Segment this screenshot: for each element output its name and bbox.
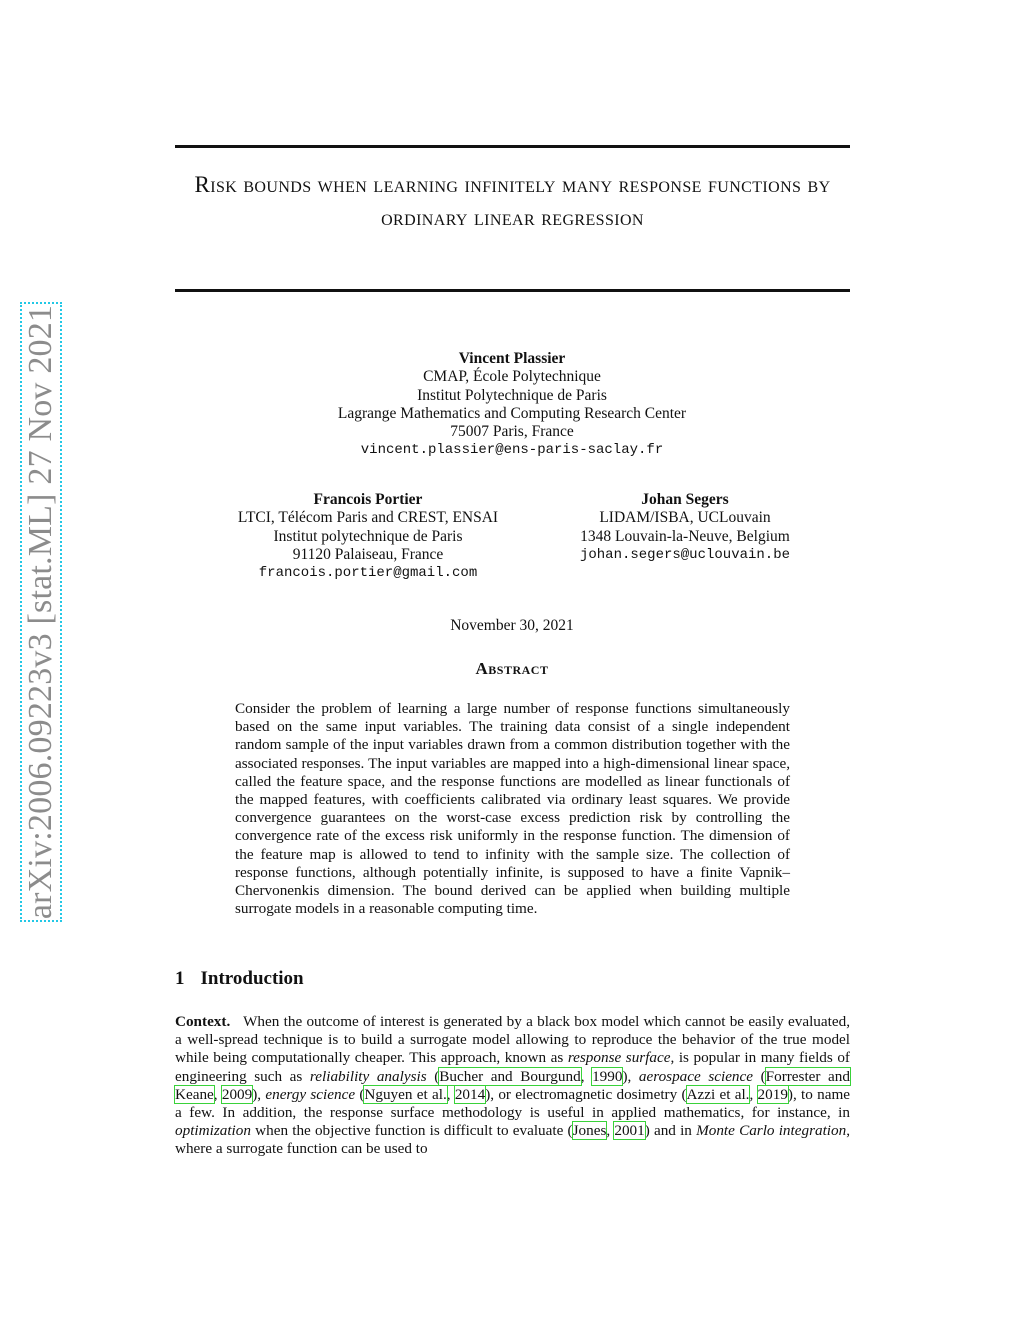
title-bottom-rule <box>175 289 850 292</box>
author-name: Vincent Plassier <box>458 350 566 367</box>
author-affiliation: LIDAM/ISBA, UCLouvain <box>599 509 771 527</box>
author-email[interactable]: johan.segers@uclouvain.be <box>579 546 791 563</box>
citation-year-link[interactable]: 2014 <box>454 1085 486 1103</box>
author-name: Johan Segers <box>641 491 729 508</box>
section-title: Introduction <box>200 968 304 989</box>
author-email[interactable]: vincent.plassier@ens-paris-saclay.fr <box>360 442 664 459</box>
abstract-heading: Abstract <box>475 659 549 678</box>
citation-link[interactable]: Bucher and Bourgund <box>439 1067 581 1085</box>
author-block-third <box>545 491 825 564</box>
body-text: , where a surrogate function can be used to <box>175 1122 850 1158</box>
section-heading <box>175 968 304 990</box>
author-address: 75007 Paris, France <box>450 423 574 441</box>
author-name: Francois Portier <box>313 491 423 508</box>
author-block-second <box>200 491 536 582</box>
emphasis-text: Monte Carlo integration <box>696 1122 847 1140</box>
emphasis-text: energy science <box>265 1085 356 1103</box>
citation-year-link[interactable]: 2009 <box>221 1085 253 1103</box>
citation-year-link[interactable]: 1990 <box>592 1067 623 1085</box>
body-text: When the outcome of interest is generated by a black box model which cannot be easily evaluated, a well-spread technique is to build a surrogate model allowing to reproduce the behavior of the true model while being computationally cheaper. This approach, known as <box>175 1013 850 1067</box>
author-address: 1348 Louvain-la-Neuve, Belgium <box>580 527 790 545</box>
author-affiliation: LTCI, Télécom Paris and CREST, ENSAI <box>237 509 499 527</box>
body-text: ) and in <box>644 1122 697 1140</box>
emphasis-text: optimization <box>175 1122 251 1140</box>
author-block-first <box>262 350 762 460</box>
citation-link[interactable]: Forrester and Keane <box>175 1067 850 1103</box>
paper-date: November 30, 2021 <box>450 617 574 634</box>
emphasis-text: reliability analysis <box>309 1067 427 1085</box>
emphasis-text: aerospace science <box>638 1067 754 1085</box>
citation-link[interactable]: Nguyen et al. <box>364 1085 447 1103</box>
citation-link[interactable]: Azzi et al. <box>686 1085 750 1103</box>
body-text: , is popular in many fields of engineering such as <box>175 1049 850 1085</box>
author-affiliation: CMAP, École Polytechnique <box>423 368 601 386</box>
body-text: , or electromagnetic dosimetry ( <box>490 1085 687 1103</box>
paper-title: Risk bounds when learning infinitely many response functions by ordinary linear regression <box>194 172 831 230</box>
arxiv-stamp[interactable]: arXiv:2006.09223v3 [stat.ML] 27 Nov 2021 <box>22 304 59 920</box>
emphasis-text: response surface <box>567 1049 671 1067</box>
author-affiliation: Institut polytechnique de Paris <box>273 527 463 545</box>
body-text: ), to name a few. In addition, the response surface methodology is useful in applied mathematics, for instance, in <box>175 1085 850 1122</box>
citation-year-link[interactable]: 2019 <box>757 1085 788 1103</box>
abstract-text: Consider the problem of learning a large number of response functions simultaneously based on the same input variables. The training data consist of a single independent random sample of the input variables drawn from a common distribution together with the associated responses. The input variables are mapped into a high-dimensional linear space, called the feature space, and the response functions are modelled as linear functionals of the mapped features, with coefficients calibrated via ordinary least squares. We provide convergence guarantees on the worst-case excess prediction risk by controlling the convergence rate of the excess risk uniformly in the response function. The dimension of the feature map is allowed to tend to infinity with the sample size. The collection of response functions, although potentially infinite, is supposed to have a finite Vapnik–Chervonenkis dimension. The bound derived can be applied when building multiple surrogate models in a reasonable computing time. <box>235 700 790 918</box>
author-affiliation: Institut Polytechnique de Paris <box>417 386 607 404</box>
section-number: 1 <box>175 968 185 989</box>
intro-paragraph: Context. When the outcome of interest is generated by a black box model which cannot be easily evaluated, a well-spread technique is to build a surrogate model allowing to reproduce the behavior of the true model while being computationally cheaper. This approach, known as response surface, is popular in many fields of engineering such as reliability analysis (Bucher and Bourgund, 1990), aerospace science (Forrester and Keane, 2009), energy science (Nguyen et al., 2014), or electromagnetic dosimetry (Azzi et al., 2019), to name a few. In addition, the response surface methodology is useful in applied mathematics, for instance, in optimization when the objective function is difficult to evaluate (Jones, 2001) and in Monte Carlo integration, where a surrogate function can be used to <box>175 1013 850 1158</box>
title-top-rule <box>175 145 850 148</box>
citation-link[interactable]: Jones <box>572 1122 607 1140</box>
author-email[interactable]: francois.portier@gmail.com <box>258 565 478 582</box>
author-address: 91120 Palaiseau, France <box>292 545 444 563</box>
author-affiliation: Lagrange Mathematics and Computing Research Center <box>337 404 687 422</box>
citation-year-link[interactable]: 2001 <box>614 1122 645 1140</box>
paragraph-label: Context. <box>175 1013 231 1030</box>
body-text: when the objective function is difficult to evaluate ( <box>250 1122 573 1140</box>
